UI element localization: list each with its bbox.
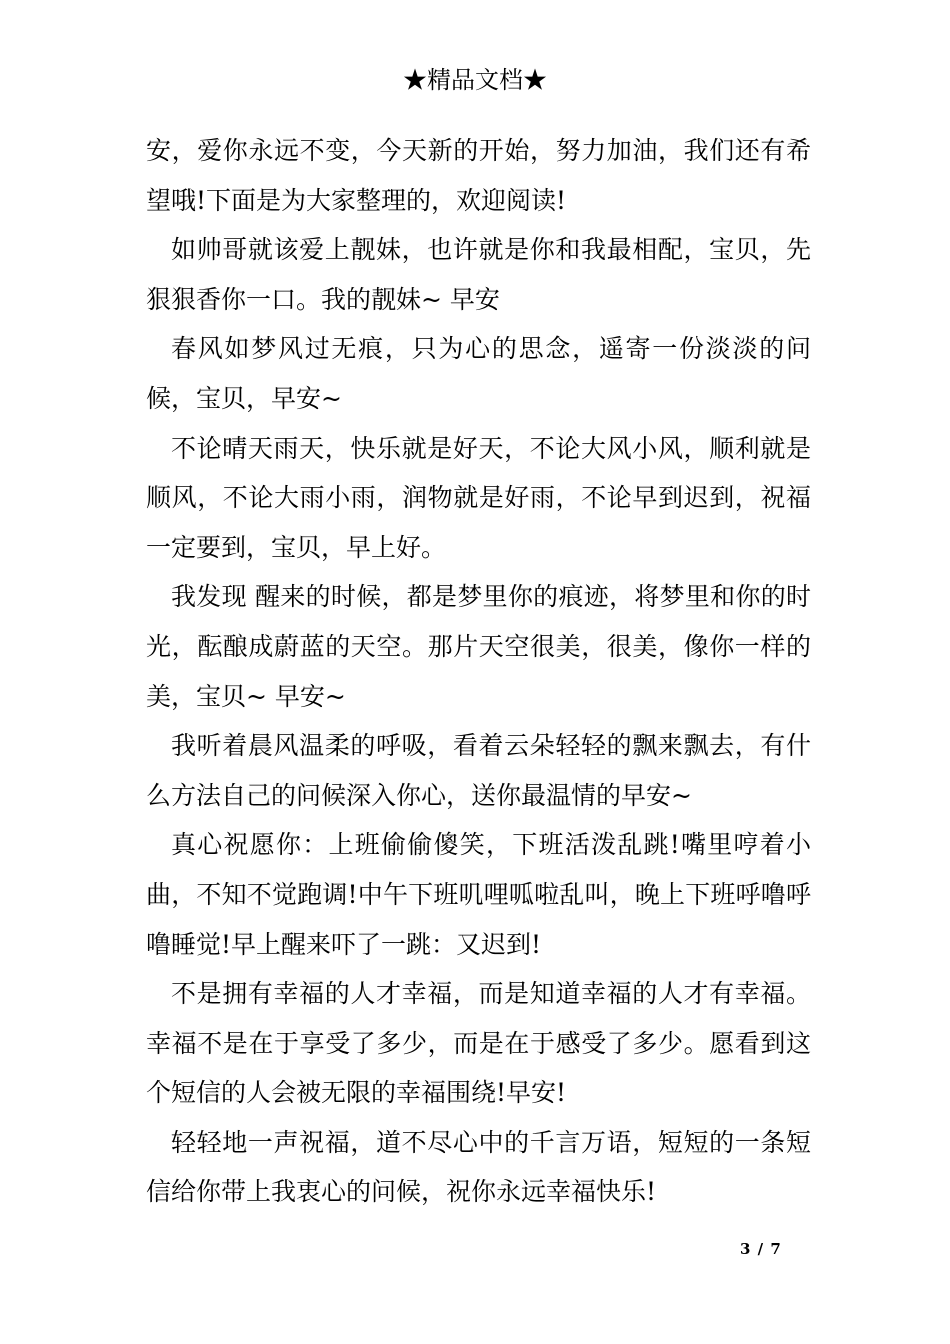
paragraph: 轻轻地一声祝福，道不尽心中的千言万语，短短的一条短信给你带上我衷心的问候，祝你永远幸福快乐! <box>146 1127 811 1207</box>
paragraph: 我听着晨风温柔的呼吸，看着云朵轻轻的飘来飘去，有什么方法自己的问候深入你心，送你最温情的早安~ <box>146 731 811 810</box>
paragraph: 如帅哥就该爱上靓妹，也许就是你和我最相配，宝贝，先狠狠香你一口。我的靓妹~ 早安 <box>146 235 811 314</box>
paragraph: 真心祝愿你：上班偷偷傻笑，下班活泼乱跳!嘴里哼着小曲，不知不觉跑调!中午下班叽哩呱啦乱叫，晚上下班呼噜呼噜睡觉!早上醒来吓了一跳：又迟到! <box>146 830 811 959</box>
paragraph: 不论晴天雨天，快乐就是好天，不论大风小风，顺利就是顺风，不论大雨小雨，润物就是好雨，不论早到迟到，祝福一定要到，宝贝，早上好。 <box>146 433 811 562</box>
paragraph: 我发现 醒来的时候，都是梦里你的痕迹，将梦里和你的时光，酝酿成蔚蓝的天空。那片天空很美，很美，像你一样的美，宝贝~ 早安~ <box>146 582 811 711</box>
paragraph: 春风如梦风过无痕，只为心的思念，遥寄一份淡淡的问候，宝贝，早安~ <box>146 334 811 413</box>
page-header: ★精品文档★ <box>403 66 547 94</box>
document-body <box>146 126 811 1217</box>
paragraph: 安，爱你永远不变，今天新的开始，努力加油，我们还有希望哦!下面是为大家整理的，欢迎阅读! <box>146 136 811 215</box>
page-number: 3 / 7 <box>740 1240 782 1258</box>
paragraph: 不是拥有幸福的人才幸福，而是知道幸福的人才有幸福。幸福不是在于享受了多少，而是在于感受了多少。愿看到这个短信的人会被无限的幸福围绕!早安! <box>146 979 811 1108</box>
